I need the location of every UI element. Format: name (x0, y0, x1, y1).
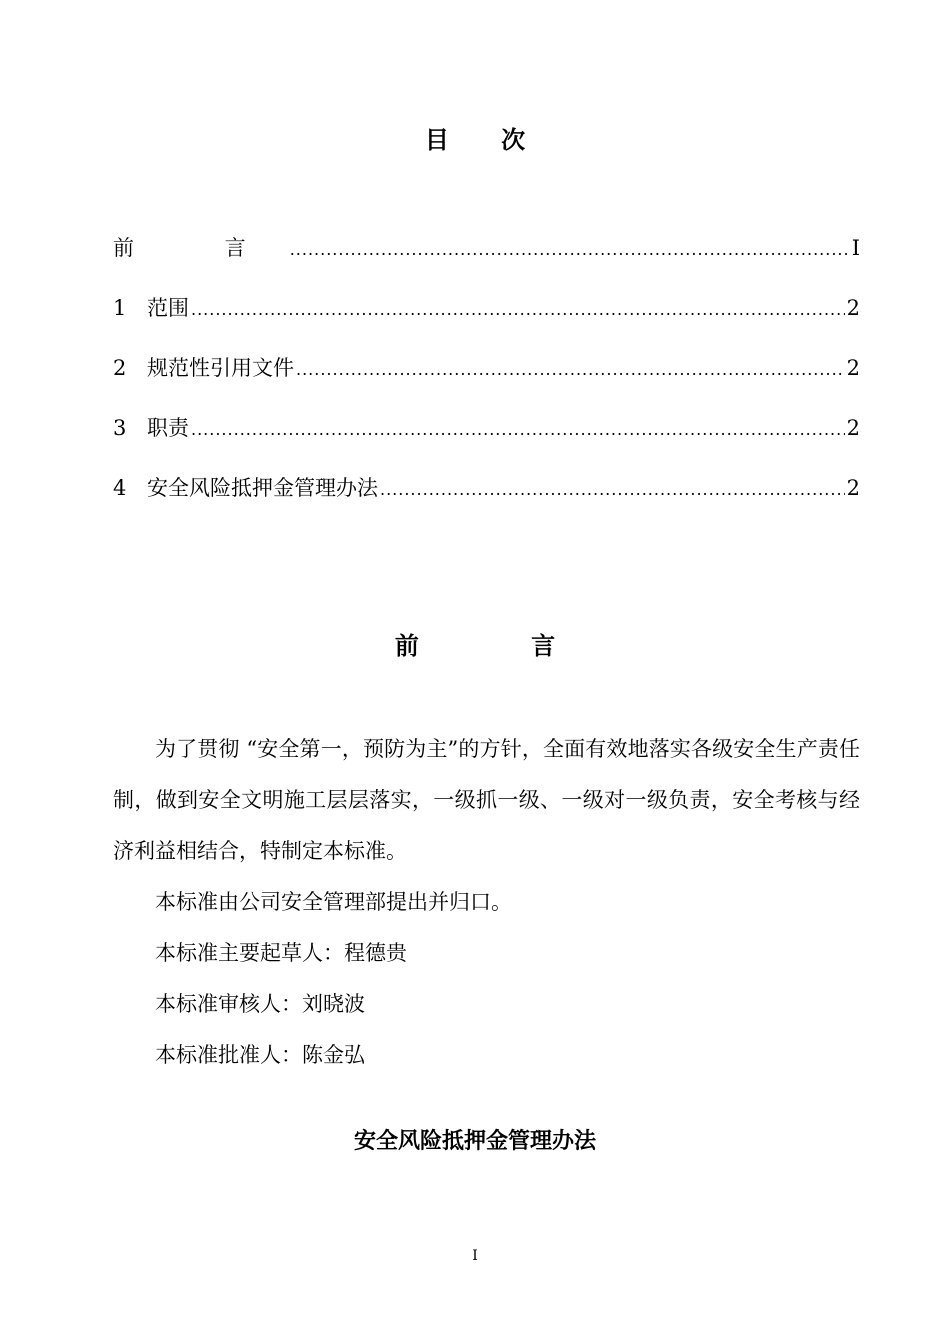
preface-title: 前 言 (394, 631, 608, 660)
toc-entry-page: 2 (846, 416, 860, 440)
toc-dot-leader (380, 472, 845, 508)
toc-dot-leader (290, 232, 850, 268)
toc-dot-leader (191, 412, 845, 448)
toc-entry-number: 1 (113, 296, 127, 320)
toc-entry-label: 前 言 (113, 236, 288, 260)
toc-entry-normative-references[interactable] (113, 350, 860, 410)
toc-entry-scope[interactable] (113, 290, 860, 350)
toc-entry-label: 规范性引用文件 (147, 356, 294, 380)
preface-paragraph: 为了贯彻 “安全第一，预防为主”的方针，全面有效地落实各级安全生产责任制，做到安全文明施工层层落实，一级抓一级、一级对一级负责，安全考核与经济利益相结合，特制定本标准。 (113, 737, 860, 863)
toc-entry-number: 2 (113, 356, 127, 380)
toc-title: 目 次 (424, 125, 548, 154)
toc-entry-label: 职责 (147, 416, 189, 440)
preface-paragraph: 本标准主要起草人：程德贵 (155, 941, 407, 965)
preface-paragraph: 本标准由公司安全管理部提出并归口。 (155, 890, 512, 914)
preface-paragraph: 本标准审核人：刘晓波 (155, 992, 365, 1016)
table-of-contents (113, 230, 860, 530)
toc-entry-page: 2 (846, 356, 860, 380)
preface-body (113, 724, 860, 1081)
toc-entry-label: 安全风险抵押金管理办法 (147, 476, 378, 500)
toc-dot-leader (191, 292, 845, 328)
toc-entry-page: 2 (846, 296, 860, 320)
toc-entry-responsibilities[interactable] (113, 410, 860, 470)
section-title: 安全风险抵押金管理办法 (353, 1128, 596, 1154)
toc-dot-leader (296, 352, 845, 388)
toc-entry-page: 2 (846, 476, 860, 500)
preface-paragraph: 本标准批准人：陈金弘 (155, 1043, 365, 1067)
toc-entry-page: I (851, 236, 860, 260)
page-number: I (472, 1248, 478, 1264)
toc-entry-number: 4 (113, 476, 127, 500)
toc-entry-preface[interactable] (113, 230, 860, 290)
toc-entry-deposit-management[interactable] (113, 470, 860, 530)
toc-entry-number: 3 (113, 416, 127, 440)
toc-entry-label: 范围 (147, 296, 189, 320)
